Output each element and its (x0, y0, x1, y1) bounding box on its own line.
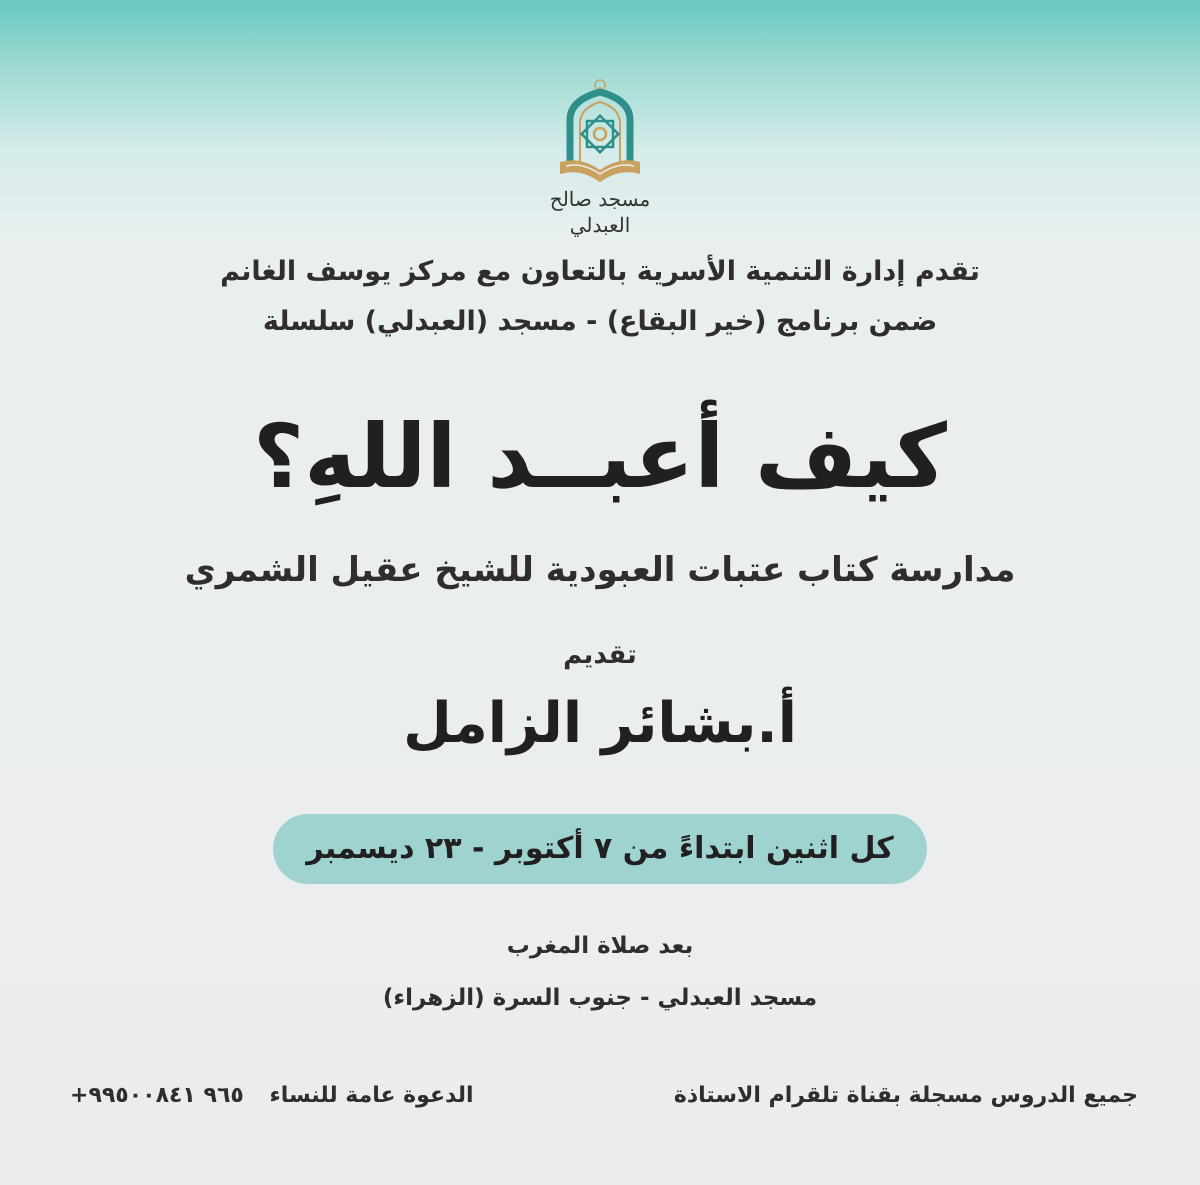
event-location: مسجد العبدلي - جنوب السرة (الزهراء) (382, 985, 818, 1011)
schedule-badge (273, 814, 927, 884)
presented-by-label: تقديم (563, 640, 637, 670)
presenter-name: أ.بشائر الزامل (403, 691, 797, 756)
intro-line-2: ضمن برنامج (خير البقاع) - مسجد (العبدلي) سلسلة (262, 306, 938, 337)
schedule-text: كل اثنين ابتداءً من ٧ أكتوبر - ٢٣ ديسمبر (306, 831, 894, 866)
invitation-text: الدعوة عامة للنساء (269, 1083, 474, 1108)
series-subtitle: مدارسة كتاب عتبات العبودية للشيخ عقيل الشمري (184, 550, 1016, 590)
intro-line-1: تقدم إدارة التنمية الأسرية بالتعاون مع مركز يوسف الغانم (220, 256, 980, 287)
invitation-contact (70, 1078, 474, 1114)
event-time: بعد صلاة المغرب (506, 933, 694, 959)
phone-number: +٩٦٥ ٩٩٥٠٠٨٤١ (70, 1083, 244, 1108)
mosque-logo (530, 78, 670, 237)
mosque-dome-book-icon (530, 78, 670, 188)
recorded-note: جميع الدروس مسجلة بقناة تلقرام الاستاذة (673, 1083, 1138, 1108)
logo-text: مسجد صالح العبدلي (549, 187, 651, 237)
series-title: كيف أعبــد اللهِ؟ (253, 405, 947, 508)
